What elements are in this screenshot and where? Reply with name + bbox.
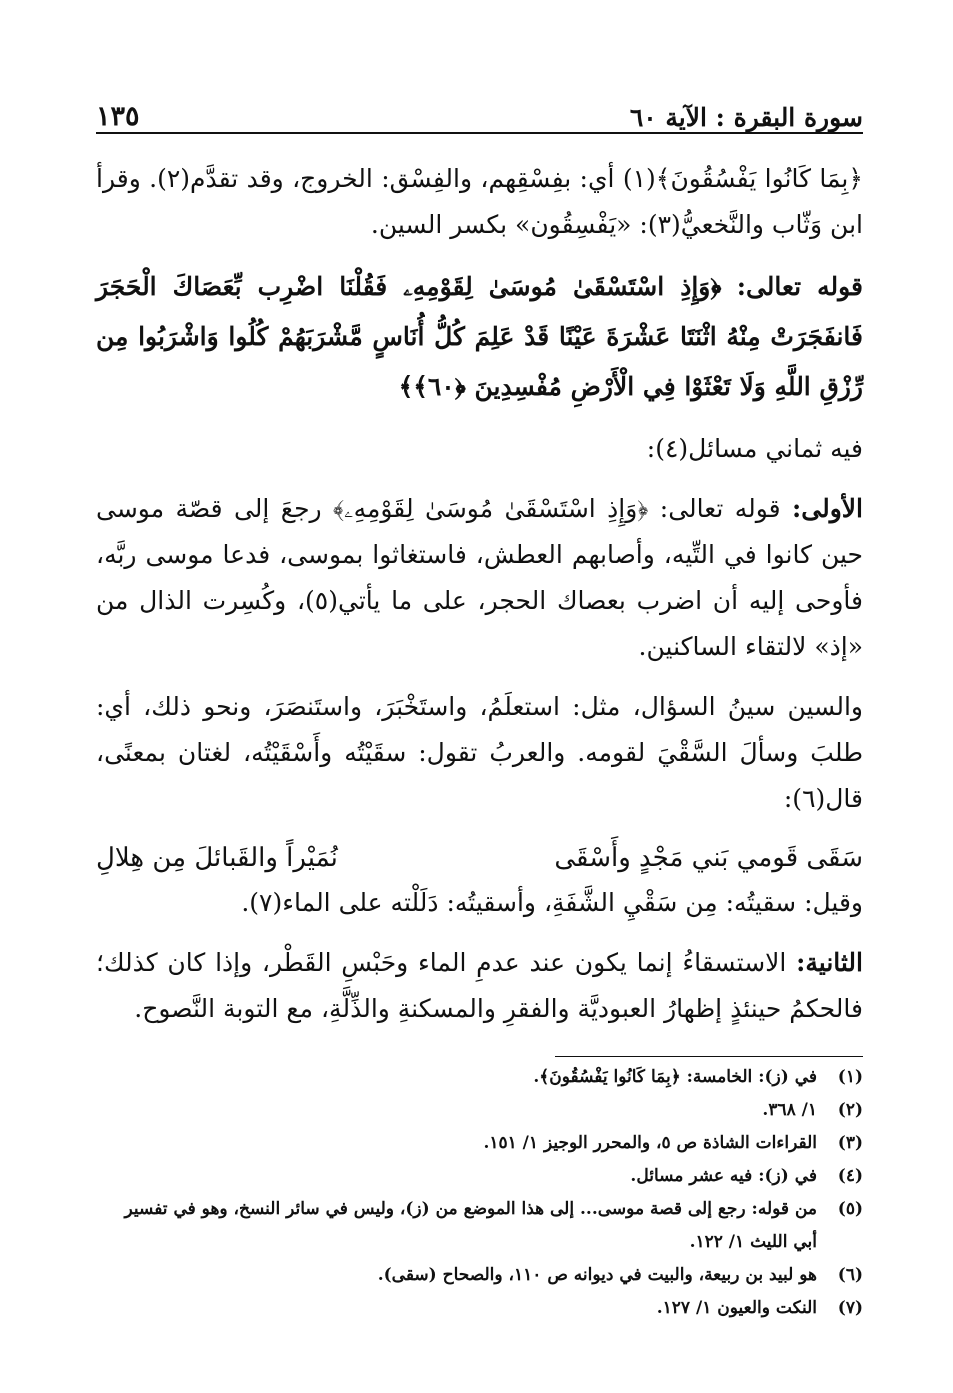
footnote-text: النكت والعيون ١/ ١٢٧. bbox=[656, 1298, 817, 1318]
first-issue bbox=[96, 486, 863, 670]
second-issue bbox=[96, 940, 863, 1032]
issues-intro: فيه ثماني مسائل(٤): bbox=[646, 434, 863, 463]
footnote-text: من قوله: رجع إلى قصة موسى... إلى هذا الموضع من (ز)، وليس في سائر النسخ، وهو في تفسير أبي الليث ١/ ١٢٢. bbox=[124, 1199, 817, 1252]
footnotes bbox=[96, 1061, 863, 1325]
main-text bbox=[96, 156, 863, 1032]
surah-verse-title: سورة البقرة : الآية ٦٠ bbox=[629, 103, 863, 132]
verse-second-hemistich: نُمَيْراً والقَبائلَ مِن هِلالِ bbox=[96, 843, 338, 873]
first-issue-label: الأولى: bbox=[792, 494, 863, 523]
verse-first-hemistich: سَقَى قَومي بَني مَجْدٍ وأَسْقَى bbox=[554, 843, 863, 873]
footnote-item bbox=[96, 1127, 863, 1160]
quran-verse-text: ﴿وَإِذِ اسْتَسْقَىٰ مُوسَىٰ لِقَوْمِهِۦ فَقُلْنَا اضْرِب بِّعَصَاكَ الْحَجَرَ فَانفَجَرَتْ مِنْهُ اثْنَتَا عَشْرَةَ عَيْنًا قَدْ عَلِمَ كُلُّ أُنَاسٍ مَّشْرَبَهُمْ كُلُوا وَاشْرَبُوا مِن رِّزْقِ اللَّهِ وَلَا تَعْثَوْا فِي الْأَرْضِ مُفْسِدِينَ ﴿٦٠﴾﴾ bbox=[96, 272, 863, 401]
paragraph-1: ﴿بِمَا كَانُوا يَفْسُقُونَ﴾(١) أي: بفِسْقِهم، والفِسْق: الخروج، وقد تقدَّم(٢). وقرأ ابن وَثّاب والنَّخعيُّ(٣): «يَفْسِقُون» بكسر السين. bbox=[96, 164, 864, 239]
paragraph-qila: وقيل: سقيتُه: مِن سَقْيِ الشَّفَةِ، وأسقيتُه: دَلَلْته على الماء(٧). bbox=[241, 888, 863, 917]
quote-label: قوله تعالى: bbox=[736, 272, 863, 301]
footnote-number: (٤) bbox=[837, 1166, 863, 1186]
quran-verse-block bbox=[96, 262, 863, 412]
page-number: ١٣٥ bbox=[96, 101, 140, 132]
footnote-item bbox=[96, 1259, 863, 1292]
second-issue-text: الاستسقاءُ إنما يكون عند عدمِ الماء وحَبْسِ القَطْر، وإذا كان كذلك؛ فالحكمُ حينئذٍ إظهارُ العبوديَّة والفقرِ والمسكنةِ والذِّلَّةِ، مع التوبة النَّصوح. bbox=[96, 948, 863, 1023]
footnote-item bbox=[96, 1292, 863, 1325]
footnote-item bbox=[96, 1193, 863, 1259]
poetry-verse bbox=[96, 836, 863, 880]
footnote-number: (١) bbox=[837, 1067, 863, 1087]
paragraph-sin: والسين سينُ السؤال، مثل: استعلَمُ، واستَخْبَرَ، واستَنصَرَ، ونحو ذلك، أي: طلبَ وسألَ السَّقْيَ لقومه. والعربُ تقول: سقَيْتُه وأَسْقَيْتُه، لغتان بمعنًى، قال(٦): bbox=[96, 692, 863, 813]
footnote-number: (٣) bbox=[837, 1133, 863, 1153]
footnote-number: (٦) bbox=[837, 1265, 863, 1285]
second-issue-label: الثانية: bbox=[796, 948, 863, 977]
footnote-text: ١/ ٣٦٨. bbox=[762, 1100, 817, 1120]
footnote-number: (٧) bbox=[837, 1298, 863, 1318]
footnote-item bbox=[96, 1094, 863, 1127]
footnote-item bbox=[96, 1061, 863, 1094]
footnote-text: القراءات الشاذة ص ٥، والمحرر الوجيز ١/ ١٥١. bbox=[483, 1133, 817, 1153]
footnote-text: في (ز): الخامسة: ﴿بِمَا كَانُوا يَفْسُقُونَ﴾. bbox=[533, 1067, 817, 1087]
footnote-text: هو لبيد بن ربيعة، والبيت في ديوانه ص ١١٠، والصحاح (سقى). bbox=[377, 1265, 817, 1285]
footnote-number: (٢) bbox=[837, 1100, 863, 1120]
footnote-item bbox=[96, 1160, 863, 1193]
footnote-text: في (ز): فيه عشر مسائل. bbox=[630, 1166, 817, 1186]
first-issue-text: قوله تعالى: ﴿وَإِذِ اسْتَسْقَىٰ مُوسَىٰ لِقَوْمِهِۦ﴾ رجعَ إلى قصّة موسى حين كانوا في التِّيه، وأصابهم العطش، فاستغاثوا بموسى، فدعا موسى ربَّه، فأوحى إليه أن اضرب بعصاك الحجر، على ما يأتي(٥)، وكُسِرت الذال من «إذ» لالتقاء الساكنين. bbox=[96, 494, 863, 661]
running-header bbox=[96, 84, 863, 134]
footnote-number: (٥) bbox=[837, 1199, 863, 1219]
